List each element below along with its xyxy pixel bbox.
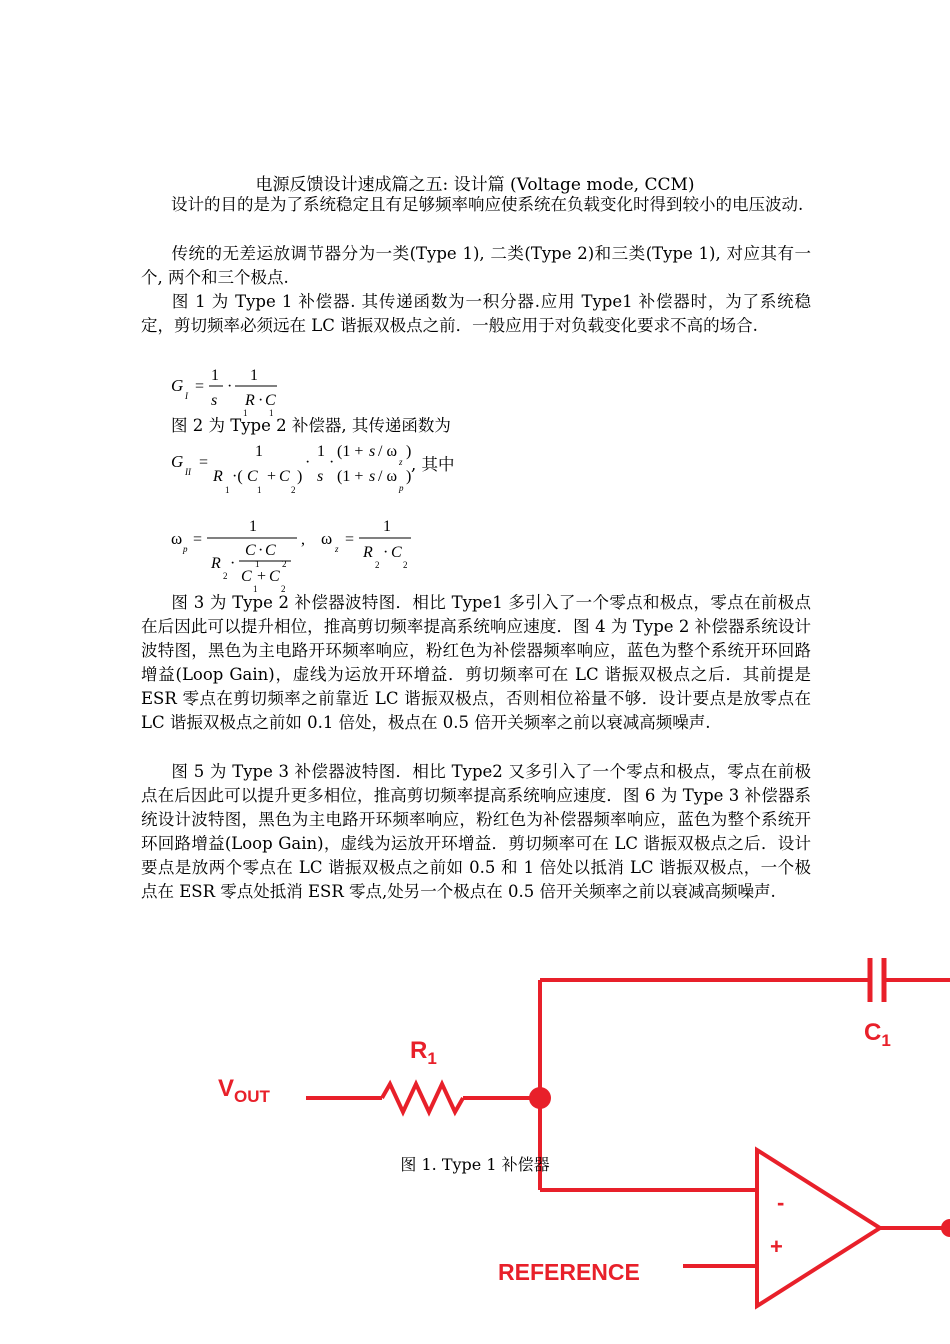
svg-text:II: II xyxy=(185,467,191,477)
svg-text:2: 2 xyxy=(223,571,228,581)
svg-text:·: · xyxy=(305,454,311,471)
label-vout: $V_{OUT}$ xyxy=(218,1075,270,1106)
svg-text:·: · xyxy=(258,392,264,409)
svg-text:1: 1 xyxy=(253,584,258,594)
svg-text:C: C xyxy=(247,468,258,485)
svg-text:·: · xyxy=(329,454,335,471)
svg-text:G: G xyxy=(171,452,184,471)
svg-text:p: p xyxy=(399,483,404,493)
svg-text:·(: ·( xyxy=(232,468,243,485)
svg-text:C: C xyxy=(241,568,252,585)
page-title: 电源反馈设计速成篇之五: 设计篇 (Voltage mode, CCM) xyxy=(255,175,695,195)
svg-text:): ) xyxy=(406,468,412,485)
svg-text:+: + xyxy=(257,568,267,585)
svg-text:C: C xyxy=(269,568,280,585)
svg-text:): ) xyxy=(297,468,303,485)
formula-omega xyxy=(141,508,811,594)
svg-text:1: 1 xyxy=(317,443,325,460)
svg-text:1: 1 xyxy=(225,485,230,495)
svg-text:2: 2 xyxy=(375,560,380,570)
svg-text:·: · xyxy=(227,378,233,395)
svg-text:C: C xyxy=(265,542,276,559)
svg-text:R: R xyxy=(245,392,255,409)
paragraph-type2-bode: 图 3 为 Type 2 补偿器波特图．相比 Type1 多引入了一个零点和极点，零点在前极点在后因此可以提升相位，推高剪切频率提高系统响应速度．图 4 为 Type 2 补偿器系统设计波特图，黑色为主电路开环频率响应，粉红色为补偿器频率响应，蓝色为整个系统开环回路增益(Loop Gain)，虚线为运放开环增益．剪切频率可在 LC 谐振双极点之后．其前提是 ESR 零点在剪切频率之前靠近 LC 谐振双极点，否则相位裕量不够．设计要点是放零点在 LC 谐振双极点之前如 0.1 倍处，极点在 0.5 倍开关频率之前以衰减高频噪声. xyxy=(141,593,811,732)
svg-text:C: C xyxy=(265,392,276,409)
svg-text:2: 2 xyxy=(282,559,287,569)
svg-text:1: 1 xyxy=(257,485,262,495)
formula-type2 xyxy=(141,437,811,517)
svg-text:G: G xyxy=(171,376,184,395)
label-plus: + xyxy=(770,1234,783,1259)
output-node xyxy=(941,1219,950,1237)
svg-text:ω: ω xyxy=(321,529,333,548)
svg-text:1: 1 xyxy=(383,518,391,535)
svg-text:=: = xyxy=(199,454,209,471)
label-c1: $C_1$ xyxy=(864,1019,891,1050)
svg-text:,: , xyxy=(301,531,305,548)
paragraph-types: 传统的无差运放调节器分为一类(Type 1), 二类(Type 2)和三类(Type 1), 对应其有一个, 两个和三个极点. xyxy=(141,244,811,287)
svg-text:R: R xyxy=(211,555,221,572)
svg-text:=: = xyxy=(193,531,203,548)
svg-text:·: · xyxy=(230,555,236,572)
svg-text:=: = xyxy=(195,378,205,395)
svg-text:·: · xyxy=(258,542,264,559)
svg-text:C: C xyxy=(391,544,402,561)
svg-text:·: · xyxy=(383,544,389,561)
svg-text:R: R xyxy=(363,544,373,561)
svg-text:p: p xyxy=(183,544,188,554)
svg-text:1: 1 xyxy=(243,408,248,418)
svg-text:z: z xyxy=(335,544,339,554)
svg-text:s: s xyxy=(211,392,218,409)
svg-text:1: 1 xyxy=(249,518,257,535)
svg-text:C: C xyxy=(279,468,290,485)
resistor-r1 xyxy=(382,1084,463,1112)
svg-text:(1 +: (1 + xyxy=(337,468,364,485)
svg-text:/ ω: / ω xyxy=(378,443,397,460)
svg-text:): ) xyxy=(406,443,412,460)
svg-text:2: 2 xyxy=(403,560,408,570)
paragraph-type3-bode: 图 5 为 Type 3 补偿器波特图．相比 Type2 又多引入了一个零点和极点，零点在前极点在后因此可以提升更多相位，推高剪切频率提高系统响应速度．图 6 为 Type 3 补偿器系统设计波特图，黑色为主电路开环频率响应，粉红色为补偿器频率响应，蓝色为整个系统开环回路增益(Loop Gain)，虚线为运放开环增益．剪切频率可在 LC 谐振双极点之后．设计要点是放两个零点在 LC 谐振双极点之前如 0.5 和 1 倍处以抵消 LC 谐振双极点，一个极点在 ESR 零点处抵消 ESR 零点,处另一个极点在 0.5 倍开关频率之前以衰减高频噪声. xyxy=(141,762,811,901)
svg-text:=: = xyxy=(345,531,355,548)
paragraph-type2: 图 2 为 Type 2 补偿器, 其传递函数为 xyxy=(171,416,451,435)
figure-1-caption: 图 1. Type 1 补偿器 xyxy=(400,1155,550,1174)
label-minus: - xyxy=(777,1190,785,1215)
svg-text:C: C xyxy=(245,542,256,559)
junction-node xyxy=(529,1087,551,1109)
svg-text:2: 2 xyxy=(291,485,296,495)
svg-text:/ ω: / ω xyxy=(378,468,397,485)
label-reference: REFERENCE xyxy=(498,1259,640,1285)
svg-text:z: z xyxy=(399,457,403,467)
formula-suffix: , 其中 xyxy=(411,455,455,474)
svg-text:+: + xyxy=(267,468,277,485)
svg-text:s: s xyxy=(369,443,376,460)
svg-text:1: 1 xyxy=(255,443,263,460)
type1-compensator-schematic xyxy=(0,940,950,1344)
label-r1: $R_1$ xyxy=(410,1037,437,1068)
paragraph-purpose: 设计的目的是为了系统稳定且有足够频率响应使系统在负载变化时得到较小的电压波动. xyxy=(171,195,804,214)
svg-text:1: 1 xyxy=(255,559,260,569)
svg-text:1: 1 xyxy=(211,367,219,384)
svg-text:s: s xyxy=(317,468,324,485)
svg-text:s: s xyxy=(369,468,376,485)
svg-text:I: I xyxy=(185,391,188,401)
svg-text:R: R xyxy=(213,468,223,485)
svg-text:1: 1 xyxy=(250,367,258,384)
paragraph-type1: 图 1 为 Type 1 补偿器. 其传递函数为一积分器.应用 Type1 补偿器时，为了系统稳定，剪切频率必须远在 LC 谐振双极点之前．一般应用于对负载变化要求不高的场合. xyxy=(141,292,811,335)
svg-text:2: 2 xyxy=(281,584,286,594)
svg-text:1: 1 xyxy=(269,408,274,418)
svg-text:(1 +: (1 + xyxy=(337,443,364,460)
svg-text:ω: ω xyxy=(171,529,183,548)
